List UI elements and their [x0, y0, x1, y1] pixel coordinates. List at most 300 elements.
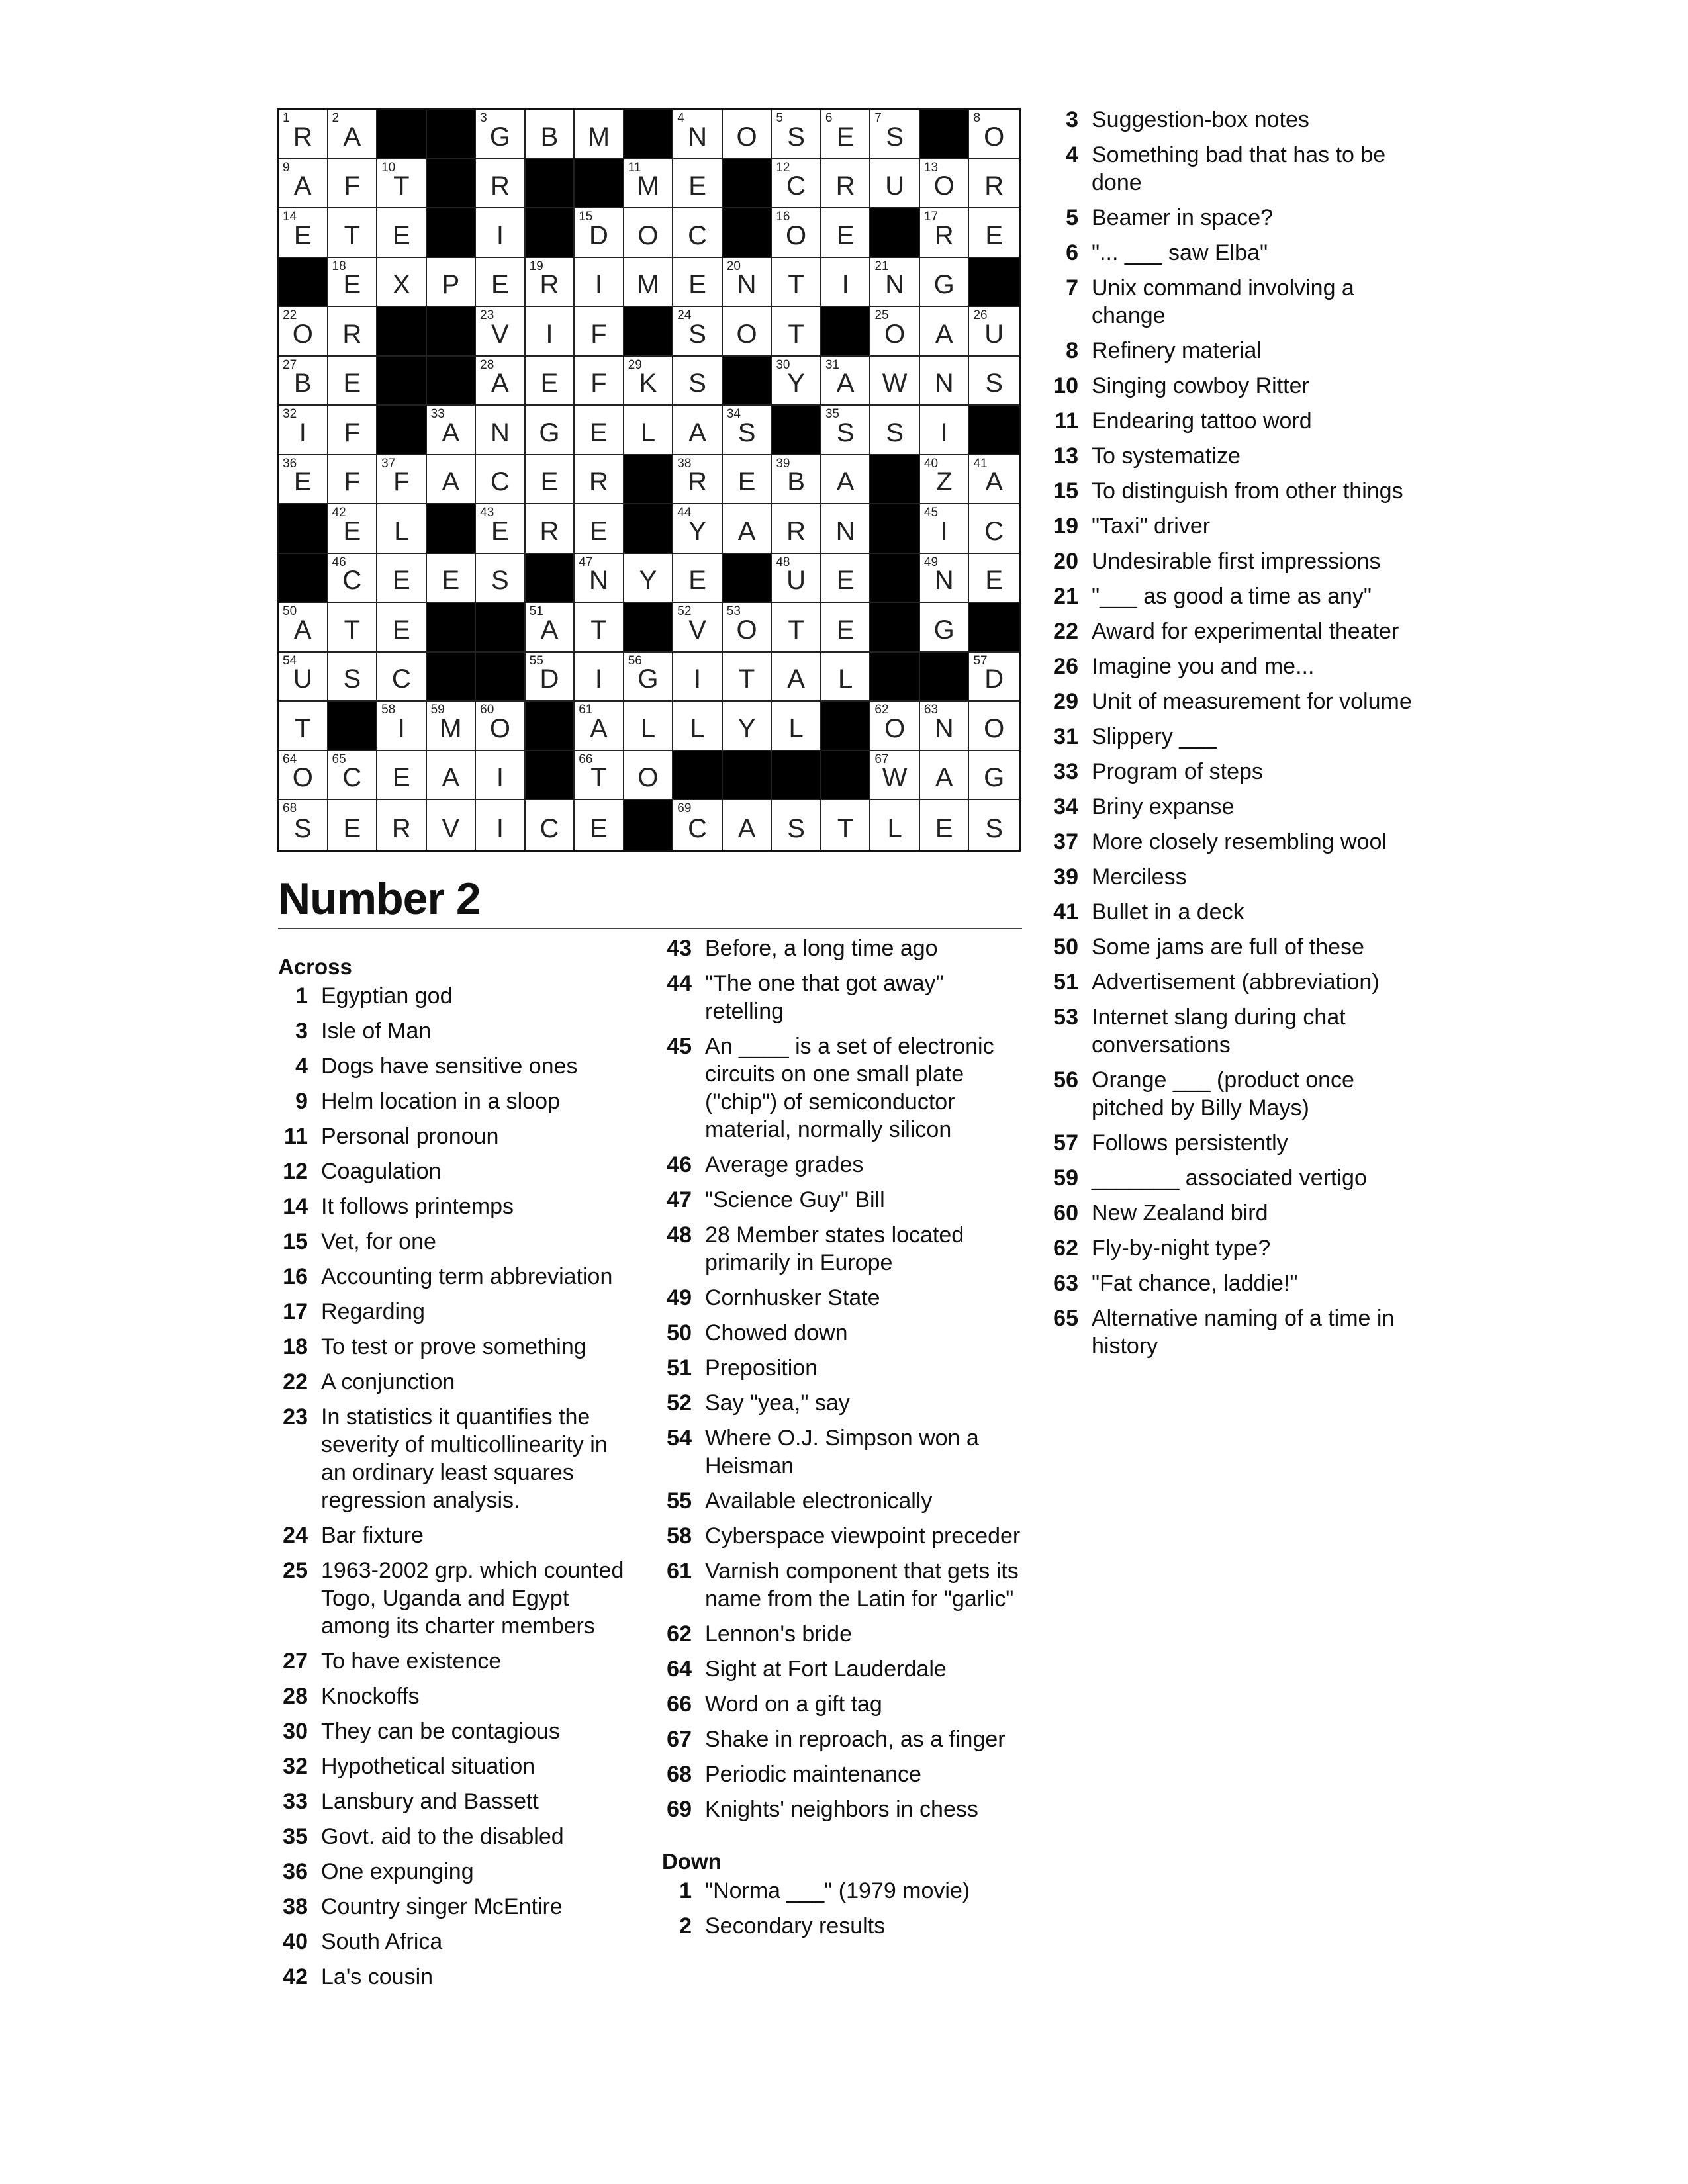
clue-text: Award for experimental theater — [1092, 619, 1399, 644]
cell-letter: G — [489, 122, 510, 152]
grid-cell[interactable] — [870, 159, 920, 209]
grid-cell[interactable] — [673, 653, 723, 702]
grid-cell[interactable] — [624, 406, 674, 455]
cell-number: 56 — [628, 653, 642, 668]
cell-letter: G — [933, 270, 955, 300]
grid-block — [526, 554, 575, 604]
grid-cell[interactable] — [821, 406, 871, 455]
grid-cell[interactable] — [575, 702, 624, 751]
grid-cell[interactable] — [427, 800, 477, 850]
cell-number: 45 — [923, 506, 939, 520]
grid-cell[interactable] — [821, 208, 871, 258]
grid-cell[interactable] — [476, 406, 526, 455]
cell-letter: F — [344, 418, 361, 447]
grid-cell[interactable] — [870, 258, 920, 308]
grid-cell[interactable] — [377, 258, 427, 308]
grid-cell[interactable] — [624, 208, 674, 258]
clue-number: 65 — [1053, 1306, 1078, 1331]
cell-number: 61 — [579, 703, 593, 717]
grid-cell[interactable] — [920, 504, 970, 554]
grid-cell[interactable] — [772, 455, 821, 505]
grid-cell[interactable] — [279, 357, 328, 406]
cell-letter: E — [590, 813, 608, 843]
cell-letter: R — [688, 467, 707, 497]
clue-item — [278, 1928, 635, 1956]
grid-cell[interactable] — [575, 307, 624, 357]
cell-letter: I — [496, 813, 504, 843]
grid-cell[interactable] — [920, 800, 970, 850]
clue-item — [1049, 968, 1419, 996]
grid-cell[interactable] — [624, 702, 674, 751]
grid-cell[interactable] — [476, 455, 526, 505]
clue-text: Knights' neighbors in chess — [705, 1797, 978, 1822]
cell-letter: B — [540, 122, 559, 152]
grid-cell[interactable] — [723, 603, 773, 653]
grid-cell[interactable] — [328, 751, 378, 801]
grid-block — [920, 653, 970, 702]
cell-letter: A — [836, 467, 855, 497]
grid-cell[interactable] — [969, 653, 1019, 702]
cell-number: 59 — [430, 703, 445, 717]
grid-cell[interactable] — [723, 455, 773, 505]
grid-cell[interactable] — [821, 455, 871, 505]
grid-cell[interactable] — [920, 208, 970, 258]
grid-block — [920, 110, 970, 159]
grid-cell[interactable] — [377, 702, 427, 751]
grid-cell[interactable] — [427, 554, 477, 604]
cell-letter: K — [639, 369, 657, 398]
grid-cell[interactable] — [279, 751, 328, 801]
clue-number: 57 — [1053, 1130, 1078, 1156]
clue-item — [662, 934, 1025, 962]
clue-number: 42 — [283, 1964, 308, 1989]
clue-text: In statistics it quantifies the severity of multicollinearity in an ordinary least squares regression analysis. — [321, 1404, 608, 1513]
cell-letter: O — [884, 319, 906, 349]
clue-number: 15 — [283, 1229, 308, 1254]
grid-cell[interactable] — [920, 406, 970, 455]
grid-cell[interactable] — [279, 653, 328, 702]
grid-cell[interactable] — [821, 159, 871, 209]
grid-cell[interactable] — [279, 455, 328, 505]
cell-letter: A — [442, 763, 460, 793]
clue-item — [1049, 512, 1419, 540]
grid-cell[interactable] — [870, 800, 920, 850]
clue-text: Coagulation — [321, 1159, 442, 1184]
grid-block — [772, 406, 821, 455]
cell-letter: O — [736, 615, 757, 645]
grid-cell[interactable] — [328, 258, 378, 308]
grid-cell[interactable] — [920, 751, 970, 801]
grid-cell[interactable] — [821, 653, 871, 702]
grid-cell[interactable] — [476, 307, 526, 357]
grid-cell[interactable] — [772, 110, 821, 159]
grid-cell[interactable] — [723, 258, 773, 308]
clue-number: 17 — [283, 1299, 308, 1324]
grid-cell[interactable] — [279, 603, 328, 653]
grid-cell[interactable] — [673, 406, 723, 455]
clue-number: 59 — [1053, 1165, 1078, 1191]
grid-cell[interactable] — [526, 307, 575, 357]
cell-letter: O — [933, 171, 955, 201]
clue-text: Suggestion-box notes — [1092, 107, 1309, 132]
clue-number: 31 — [1053, 724, 1078, 749]
cell-letter: C — [984, 516, 1004, 546]
grid-cell[interactable] — [476, 357, 526, 406]
clue-text: Chowed down — [705, 1320, 848, 1345]
grid-cell[interactable] — [821, 357, 871, 406]
grid-cell[interactable] — [279, 307, 328, 357]
grid-cell[interactable] — [772, 554, 821, 604]
clue-text: Endearing tattoo word — [1092, 408, 1312, 433]
grid-cell[interactable] — [279, 702, 328, 751]
grid-cell[interactable] — [328, 455, 378, 505]
title-divider — [278, 928, 1022, 929]
grid-cell[interactable] — [772, 504, 821, 554]
grid-cell[interactable] — [279, 159, 328, 209]
grid-cell[interactable] — [870, 307, 920, 357]
grid-block — [526, 208, 575, 258]
grid-cell[interactable] — [328, 357, 378, 406]
grid-cell[interactable] — [723, 504, 773, 554]
grid-cell[interactable] — [328, 653, 378, 702]
clue-number: 10 — [1053, 373, 1078, 398]
grid-cell[interactable] — [772, 702, 821, 751]
clue-text: To have existence — [321, 1649, 502, 1674]
grid-cell[interactable] — [427, 751, 477, 801]
cell-letter: C — [490, 467, 510, 497]
clue-number: 4 — [295, 1054, 308, 1079]
grid-block — [624, 307, 674, 357]
cell-letter: F — [344, 467, 361, 497]
grid-cell[interactable] — [821, 504, 871, 554]
grid-cell[interactable] — [328, 159, 378, 209]
grid-cell[interactable] — [279, 800, 328, 850]
grid-cell[interactable] — [624, 554, 674, 604]
grid-cell[interactable] — [673, 504, 723, 554]
clue-text: _______ associated vertigo — [1092, 1165, 1367, 1191]
grid-cell[interactable] — [427, 702, 477, 751]
cell-number: 68 — [283, 801, 297, 816]
cell-letter: A — [442, 418, 460, 447]
grid-cell[interactable] — [328, 800, 378, 850]
grid-cell[interactable] — [969, 702, 1019, 751]
grid-cell[interactable] — [476, 258, 526, 308]
cell-number: 8 — [973, 111, 981, 125]
clue-text: "The one that got away" retelling — [705, 971, 944, 1024]
grid-cell[interactable] — [673, 159, 723, 209]
grid-cell[interactable] — [920, 702, 970, 751]
clue-column-1 — [278, 953, 635, 1998]
grid-cell[interactable] — [673, 800, 723, 850]
grid-cell[interactable] — [673, 455, 723, 505]
grid-cell[interactable] — [723, 653, 773, 702]
grid-cell[interactable] — [821, 603, 871, 653]
grid-cell[interactable] — [870, 357, 920, 406]
clue-number: 36 — [283, 1859, 308, 1884]
cell-letter: F — [590, 369, 607, 398]
clue-text: Isle of Man — [321, 1019, 432, 1044]
grid-cell[interactable] — [624, 258, 674, 308]
grid-cell[interactable] — [969, 357, 1019, 406]
grid-cell[interactable] — [328, 208, 378, 258]
grid-block — [377, 357, 427, 406]
grid-cell[interactable] — [969, 159, 1019, 209]
grid-cell[interactable] — [377, 751, 427, 801]
grid-cell[interactable] — [723, 800, 773, 850]
grid-cell[interactable] — [377, 653, 427, 702]
grid-cell[interactable] — [673, 307, 723, 357]
cell-letter: R — [934, 220, 954, 250]
clue-text: Orange ___ (product once pitched by Billy Mays) — [1092, 1068, 1354, 1120]
grid-cell[interactable] — [870, 110, 920, 159]
clue-text: Average grades — [705, 1152, 864, 1177]
grid-cell[interactable] — [624, 653, 674, 702]
grid-cell[interactable] — [673, 208, 723, 258]
clue-number: 28 — [283, 1684, 308, 1709]
cell-number: 40 — [923, 456, 939, 471]
cell-letter: M — [440, 713, 462, 743]
grid-cell[interactable] — [673, 110, 723, 159]
cell-letter: E — [836, 122, 855, 152]
cell-number: 22 — [283, 308, 297, 323]
grid-cell[interactable] — [526, 110, 575, 159]
cell-letter: T — [738, 664, 755, 694]
cell-number: 57 — [973, 653, 988, 668]
clue-text: Helm location in a sloop — [321, 1089, 560, 1114]
grid-block — [723, 554, 773, 604]
clue-item — [278, 982, 635, 1010]
grid-cell[interactable] — [377, 554, 427, 604]
grid-cell[interactable] — [969, 110, 1019, 159]
grid-block — [723, 208, 773, 258]
cell-letter: O — [637, 763, 659, 793]
grid-cell[interactable] — [624, 751, 674, 801]
cell-number: 52 — [677, 604, 692, 619]
grid-cell[interactable] — [723, 110, 773, 159]
grid-cell[interactable] — [821, 800, 871, 850]
grid-cell[interactable] — [772, 357, 821, 406]
grid-cell[interactable] — [575, 603, 624, 653]
cell-letter: T — [393, 171, 410, 201]
grid-cell[interactable] — [575, 258, 624, 308]
grid-cell[interactable] — [723, 307, 773, 357]
clue-number: 51 — [667, 1355, 692, 1381]
grid-cell[interactable] — [772, 603, 821, 653]
clue-number: 43 — [667, 936, 692, 961]
grid-cell[interactable] — [920, 307, 970, 357]
clue-item — [1049, 688, 1419, 715]
grid-cell[interactable] — [575, 800, 624, 850]
cell-letter: N — [490, 418, 510, 447]
grid-cell[interactable] — [870, 702, 920, 751]
cell-number: 21 — [874, 259, 889, 273]
grid-cell[interactable] — [377, 159, 427, 209]
grid-block — [526, 751, 575, 801]
grid-cell[interactable] — [920, 603, 970, 653]
grid-cell[interactable] — [575, 653, 624, 702]
cell-letter: I — [397, 713, 405, 743]
clue-item — [278, 1788, 635, 1815]
grid-cell[interactable] — [328, 307, 378, 357]
grid-cell[interactable] — [920, 258, 970, 308]
grid-cell[interactable] — [772, 258, 821, 308]
grid-cell[interactable] — [526, 504, 575, 554]
grid-cell[interactable] — [526, 258, 575, 308]
grid-cell[interactable] — [575, 554, 624, 604]
grid-cell[interactable] — [427, 455, 477, 505]
grid-cell[interactable] — [427, 258, 477, 308]
grid-cell[interactable] — [526, 800, 575, 850]
grid-cell[interactable] — [920, 357, 970, 406]
clue-number: 7 — [1066, 275, 1078, 300]
clue-item — [278, 1858, 635, 1886]
clue-number: 21 — [1053, 584, 1078, 609]
grid-cell[interactable] — [821, 258, 871, 308]
clue-item — [662, 1319, 1025, 1347]
grid-cell[interactable] — [772, 208, 821, 258]
grid-cell[interactable] — [476, 554, 526, 604]
grid-block — [427, 110, 477, 159]
grid-cell[interactable] — [476, 702, 526, 751]
grid-cell[interactable] — [427, 406, 477, 455]
grid-cell[interactable] — [476, 110, 526, 159]
grid-cell[interactable] — [673, 554, 723, 604]
grid-block — [328, 702, 378, 751]
cell-letter: I — [940, 418, 948, 447]
grid-block — [427, 159, 477, 209]
grid-cell[interactable] — [673, 357, 723, 406]
cell-letter: A — [293, 171, 312, 201]
clue-number: 46 — [667, 1152, 692, 1177]
grid-cell[interactable] — [920, 455, 970, 505]
clue-item — [662, 1557, 1025, 1613]
grid-cell[interactable] — [476, 800, 526, 850]
grid-cell[interactable] — [723, 406, 773, 455]
grid-cell[interactable] — [526, 603, 575, 653]
cell-number: 66 — [579, 752, 593, 766]
cell-letter: V — [688, 615, 706, 645]
grid-cell[interactable] — [821, 110, 871, 159]
cell-letter: R — [589, 467, 608, 497]
cell-number: 51 — [529, 604, 543, 619]
grid-cell[interactable] — [969, 208, 1019, 258]
grid-block — [575, 159, 624, 209]
grid-cell[interactable] — [328, 554, 378, 604]
grid-cell[interactable] — [624, 357, 674, 406]
grid-cell[interactable] — [821, 554, 871, 604]
grid-cell[interactable] — [969, 751, 1019, 801]
clue-text: Regarding — [321, 1299, 425, 1324]
grid-cell[interactable] — [377, 208, 427, 258]
cell-letter: C — [688, 813, 707, 843]
cell-number: 69 — [677, 801, 692, 816]
grid-cell[interactable] — [575, 208, 624, 258]
grid-cell[interactable] — [920, 159, 970, 209]
grid-cell[interactable] — [673, 603, 723, 653]
grid-cell[interactable] — [377, 800, 427, 850]
grid-cell[interactable] — [476, 208, 526, 258]
grid-cell[interactable] — [772, 159, 821, 209]
grid-cell[interactable] — [476, 504, 526, 554]
cell-number: 48 — [776, 555, 790, 569]
clue-number: 64 — [667, 1657, 692, 1682]
grid-cell[interactable] — [920, 554, 970, 604]
grid-cell[interactable] — [969, 455, 1019, 505]
grid-cell[interactable] — [575, 406, 624, 455]
grid-cell[interactable] — [772, 307, 821, 357]
grid-cell[interactable] — [328, 504, 378, 554]
grid-cell[interactable] — [969, 554, 1019, 604]
cell-number: 37 — [381, 456, 396, 471]
grid-cell[interactable] — [377, 504, 427, 554]
cell-letter: E — [590, 418, 608, 447]
cell-letter: O — [292, 763, 313, 793]
grid-cell[interactable] — [575, 504, 624, 554]
clue-text: They can be contagious — [321, 1719, 561, 1744]
grid-cell[interactable] — [328, 603, 378, 653]
grid-cell[interactable] — [476, 751, 526, 801]
grid-cell[interactable] — [575, 751, 624, 801]
grid-cell[interactable] — [476, 159, 526, 209]
clue-item — [278, 1963, 635, 1991]
clue-number: 66 — [667, 1692, 692, 1717]
grid-cell[interactable] — [377, 603, 427, 653]
clue-item — [1049, 617, 1419, 645]
grid-cell[interactable] — [279, 208, 328, 258]
grid-block — [476, 603, 526, 653]
grid-cell[interactable] — [575, 357, 624, 406]
grid-cell[interactable] — [328, 406, 378, 455]
grid-cell[interactable] — [526, 406, 575, 455]
grid-block — [870, 603, 920, 653]
clue-item — [1049, 1234, 1419, 1262]
grid-cell[interactable] — [723, 702, 773, 751]
grid-cell[interactable] — [772, 653, 821, 702]
cell-number: 5 — [776, 111, 783, 125]
down-clue-list — [662, 1877, 1025, 1940]
grid-cell[interactable] — [673, 258, 723, 308]
grid-cell[interactable] — [772, 800, 821, 850]
grid-cell[interactable] — [526, 357, 575, 406]
grid-cell[interactable] — [870, 751, 920, 801]
grid-cell[interactable] — [279, 110, 328, 159]
clue-item — [278, 1298, 635, 1326]
clue-text: Shake in reproach, as a finger — [705, 1727, 1006, 1752]
grid-cell[interactable] — [624, 159, 674, 209]
grid-cell[interactable] — [526, 455, 575, 505]
grid-cell[interactable] — [328, 110, 378, 159]
grid-cell[interactable] — [526, 653, 575, 702]
grid-cell[interactable] — [673, 702, 723, 751]
clue-text: Hypothetical situation — [321, 1754, 536, 1779]
grid-cell[interactable] — [969, 307, 1019, 357]
grid-cell[interactable] — [870, 406, 920, 455]
grid-cell[interactable] — [575, 455, 624, 505]
grid-cell[interactable] — [969, 800, 1019, 850]
cell-letter: R — [984, 171, 1004, 201]
grid-cell[interactable] — [279, 406, 328, 455]
grid-cell[interactable] — [377, 455, 427, 505]
clue-number: 14 — [283, 1194, 308, 1219]
grid-block — [279, 554, 328, 604]
clue-number: 33 — [283, 1789, 308, 1814]
clue-text: Sight at Fort Lauderdale — [705, 1657, 947, 1682]
cell-letter: C — [786, 171, 806, 201]
grid-cell[interactable] — [575, 110, 624, 159]
cell-letter: E — [293, 467, 312, 497]
grid-cell[interactable] — [969, 504, 1019, 554]
cell-number: 63 — [923, 703, 939, 717]
